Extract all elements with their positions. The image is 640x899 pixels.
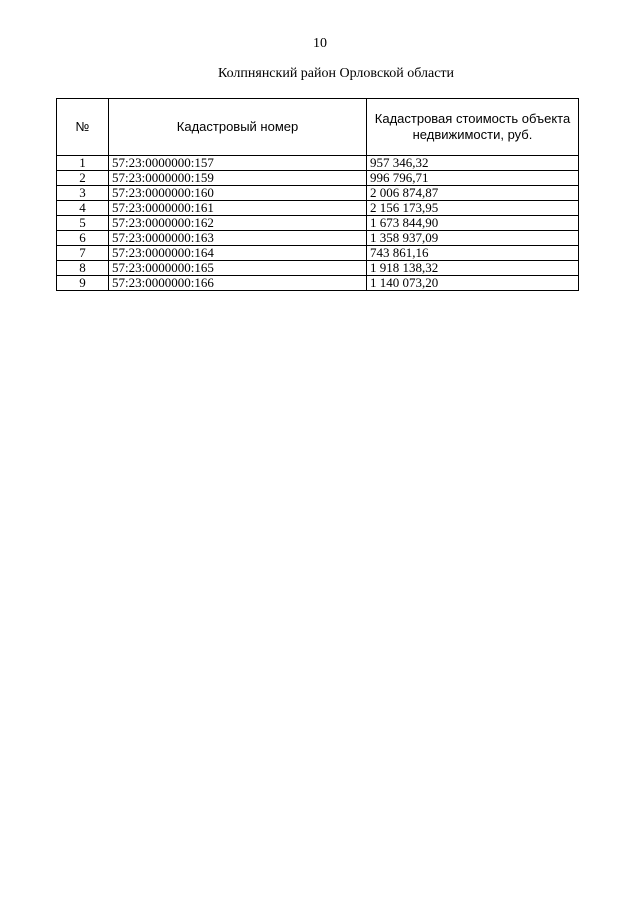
table-row bbox=[57, 276, 579, 291]
row-cadastral-value: 1 358 937,09 bbox=[367, 231, 579, 246]
row-cadastral-value: 1 673 844,90 bbox=[367, 216, 579, 231]
row-cadastral-number: 57:23:0000000:163 bbox=[109, 231, 367, 246]
header-row bbox=[57, 99, 579, 156]
table-header bbox=[57, 99, 579, 156]
row-cadastral-value: 743 861,16 bbox=[367, 246, 579, 261]
row-cadastral-value: 2 006 874,87 bbox=[367, 186, 579, 201]
row-cadastral-number: 57:23:0000000:160 bbox=[109, 186, 367, 201]
row-number: 1 bbox=[57, 156, 109, 171]
page-number: 10 bbox=[313, 36, 327, 51]
row-cadastral-number: 57:23:0000000:159 bbox=[109, 171, 367, 186]
row-number: 3 bbox=[57, 186, 109, 201]
header-cadastral-value: Кадастровая стоимость объекта недвижимости, руб. bbox=[367, 99, 579, 156]
row-cadastral-number: 57:23:0000000:166 bbox=[109, 276, 367, 291]
table-row bbox=[57, 261, 579, 276]
row-cadastral-number: 57:23:0000000:165 bbox=[109, 261, 367, 276]
row-cadastral-number: 57:23:0000000:161 bbox=[109, 201, 367, 216]
row-cadastral-number: 57:23:0000000:164 bbox=[109, 246, 367, 261]
table-row bbox=[57, 156, 579, 171]
table-row bbox=[57, 216, 579, 231]
table-body bbox=[57, 156, 579, 291]
row-cadastral-number: 57:23:0000000:162 bbox=[109, 216, 367, 231]
cadastral-value-table bbox=[56, 98, 579, 291]
table-row bbox=[57, 171, 579, 186]
row-number: 6 bbox=[57, 231, 109, 246]
header-cadastral-number: Кадастровый номер bbox=[109, 99, 367, 156]
row-cadastral-number: 57:23:0000000:157 bbox=[109, 156, 367, 171]
row-number: 5 bbox=[57, 216, 109, 231]
row-cadastral-value: 2 156 173,95 bbox=[367, 201, 579, 216]
table-row bbox=[57, 186, 579, 201]
row-cadastral-value: 996 796,71 bbox=[367, 171, 579, 186]
row-number: 7 bbox=[57, 246, 109, 261]
row-cadastral-value: 957 346,32 bbox=[367, 156, 579, 171]
row-cadastral-value: 1 918 138,32 bbox=[367, 261, 579, 276]
header-number: № bbox=[57, 99, 109, 156]
row-number: 2 bbox=[57, 171, 109, 186]
row-number: 8 bbox=[57, 261, 109, 276]
row-number: 4 bbox=[57, 201, 109, 216]
table-row bbox=[57, 246, 579, 261]
row-cadastral-value: 1 140 073,20 bbox=[367, 276, 579, 291]
row-number: 9 bbox=[57, 276, 109, 291]
table-row bbox=[57, 231, 579, 246]
document-title: Колпнянский район Орловской области bbox=[217, 66, 455, 81]
table-row bbox=[57, 201, 579, 216]
